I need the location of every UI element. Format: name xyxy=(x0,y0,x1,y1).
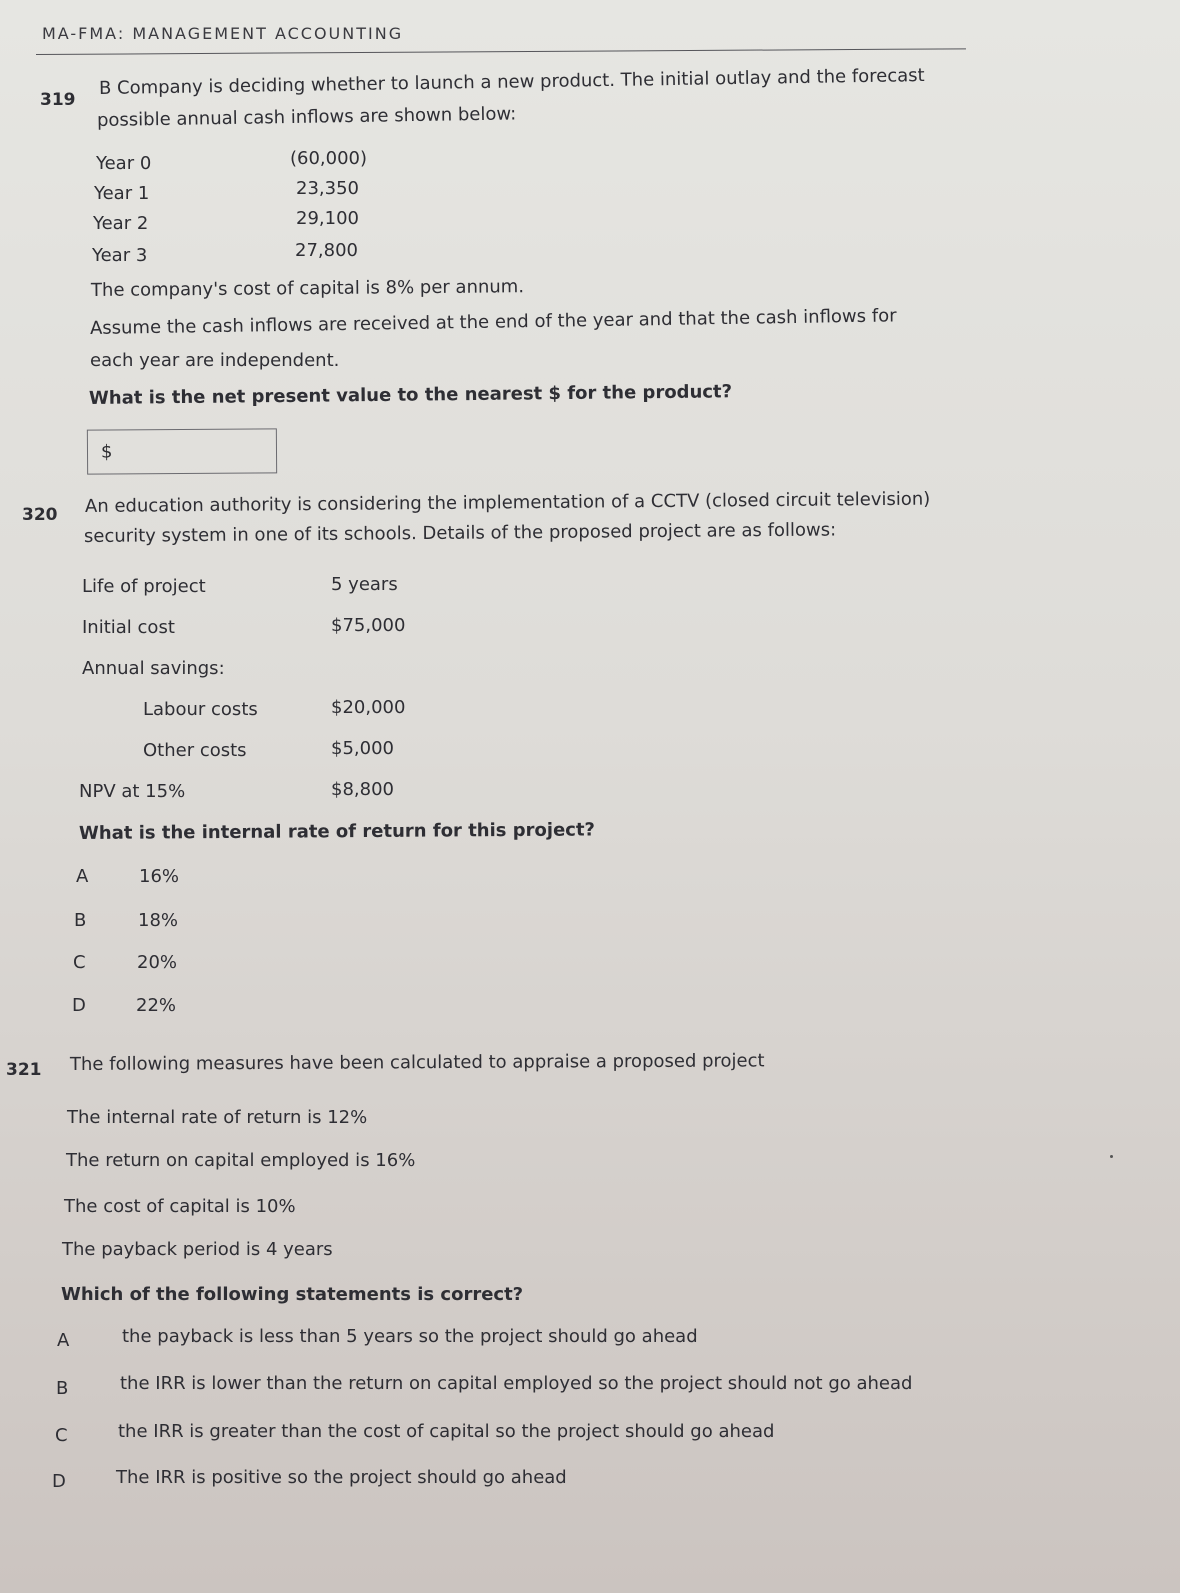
q319-cashflow-label: Year 2 xyxy=(93,213,149,234)
q320-option-b[interactable]: 18% xyxy=(138,910,179,931)
q321-option-letter: B xyxy=(56,1378,69,1399)
q321-measure: The internal rate of return is 12% xyxy=(67,1107,368,1128)
q319-question: What is the net present value to the nearest $ for the product? xyxy=(88,381,733,409)
q319-cashflow-label: Year 0 xyxy=(96,153,152,174)
question-number-321: 321 xyxy=(6,1060,42,1080)
q319-assume-line2: each year are independent. xyxy=(90,350,340,371)
q320-labour-value: $20,000 xyxy=(331,697,406,718)
q319-intro-line1: B Company is deciding whether to launch a new product. The initial outlay and the forecast xyxy=(98,65,925,99)
paper-speck xyxy=(1110,1155,1113,1158)
q321-option-letter: A xyxy=(57,1330,70,1351)
q320-option-letter: D xyxy=(72,995,86,1016)
q319-cashflow-value: (60,000) xyxy=(290,148,368,169)
q321-option-letter: D xyxy=(52,1471,66,1492)
q319-answer-box[interactable] xyxy=(87,428,277,474)
question-number-320: 320 xyxy=(22,505,58,525)
q320-question: What is the internal rate of return for this project? xyxy=(78,819,596,844)
q320-savings-label: Annual savings: xyxy=(82,658,225,679)
q320-option-d[interactable]: 22% xyxy=(136,995,177,1016)
q321-option-b[interactable]: the IRR is lower than the return on capital employed so the project should not go ahead xyxy=(120,1373,913,1394)
q320-option-a[interactable]: 16% xyxy=(139,866,180,887)
q321-option-letter: C xyxy=(55,1425,68,1446)
q320-cost-value: $75,000 xyxy=(331,615,406,636)
q320-other-label: Other costs xyxy=(143,740,247,761)
q319-cost-of-capital: The company's cost of capital is 8% per annum. xyxy=(90,276,525,301)
header-divider xyxy=(36,48,966,55)
q320-option-letter: A xyxy=(76,866,89,887)
q319-cashflow-label: Year 1 xyxy=(94,183,150,204)
q320-option-letter: B xyxy=(74,910,87,931)
q321-option-c[interactable]: the IRR is greater than the cost of capital so the project should go ahead xyxy=(118,1421,775,1442)
q320-labour-label: Labour costs xyxy=(143,699,258,720)
q320-npv-value: $8,800 xyxy=(331,779,394,800)
q321-question: Which of the following statements is correct? xyxy=(61,1284,524,1305)
q320-cost-label: Initial cost xyxy=(82,617,175,638)
q321-intro: The following measures have been calculated to appraise a proposed project xyxy=(69,1050,765,1075)
q320-other-value: $5,000 xyxy=(331,738,394,759)
q319-cashflow-label: Year 3 xyxy=(92,245,148,266)
page-header: MA-FMA: MANAGEMENT ACCOUNTING xyxy=(42,24,404,43)
q321-measure: The cost of capital is 10% xyxy=(64,1196,296,1217)
dollar-prefix: $ xyxy=(100,441,113,463)
q320-option-letter: C xyxy=(73,952,86,973)
q319-intro-line2: possible annual cash inflows are shown below: xyxy=(96,103,517,131)
q320-life-value: 5 years xyxy=(331,574,398,595)
q319-cashflow-value: 29,100 xyxy=(296,208,359,229)
q320-intro-line2: security system in one of its schools. Details of the proposed project are as follows: xyxy=(83,519,837,547)
q320-life-label: Life of project xyxy=(82,576,206,597)
q320-intro-line1: An education authority is considering the implementation of a CCTV (closed circuit television) xyxy=(84,488,931,517)
q320-option-c[interactable]: 20% xyxy=(137,952,178,973)
q319-cashflow-value: 27,800 xyxy=(295,240,358,261)
q321-option-d[interactable]: The IRR is positive so the project should go ahead xyxy=(116,1467,567,1488)
q321-measure: The return on capital employed is 16% xyxy=(66,1150,416,1171)
q320-npv-label: NPV at 15% xyxy=(79,781,186,802)
q321-option-a[interactable]: the payback is less than 5 years so the project should go ahead xyxy=(122,1326,698,1347)
q319-cashflow-value: 23,350 xyxy=(296,178,359,199)
q319-assume-line1: Assume the cash inflows are received at the end of the year and that the cash inflows for xyxy=(89,305,897,339)
question-number-319: 319 xyxy=(40,90,76,110)
q321-measure: The payback period is 4 years xyxy=(62,1239,333,1260)
